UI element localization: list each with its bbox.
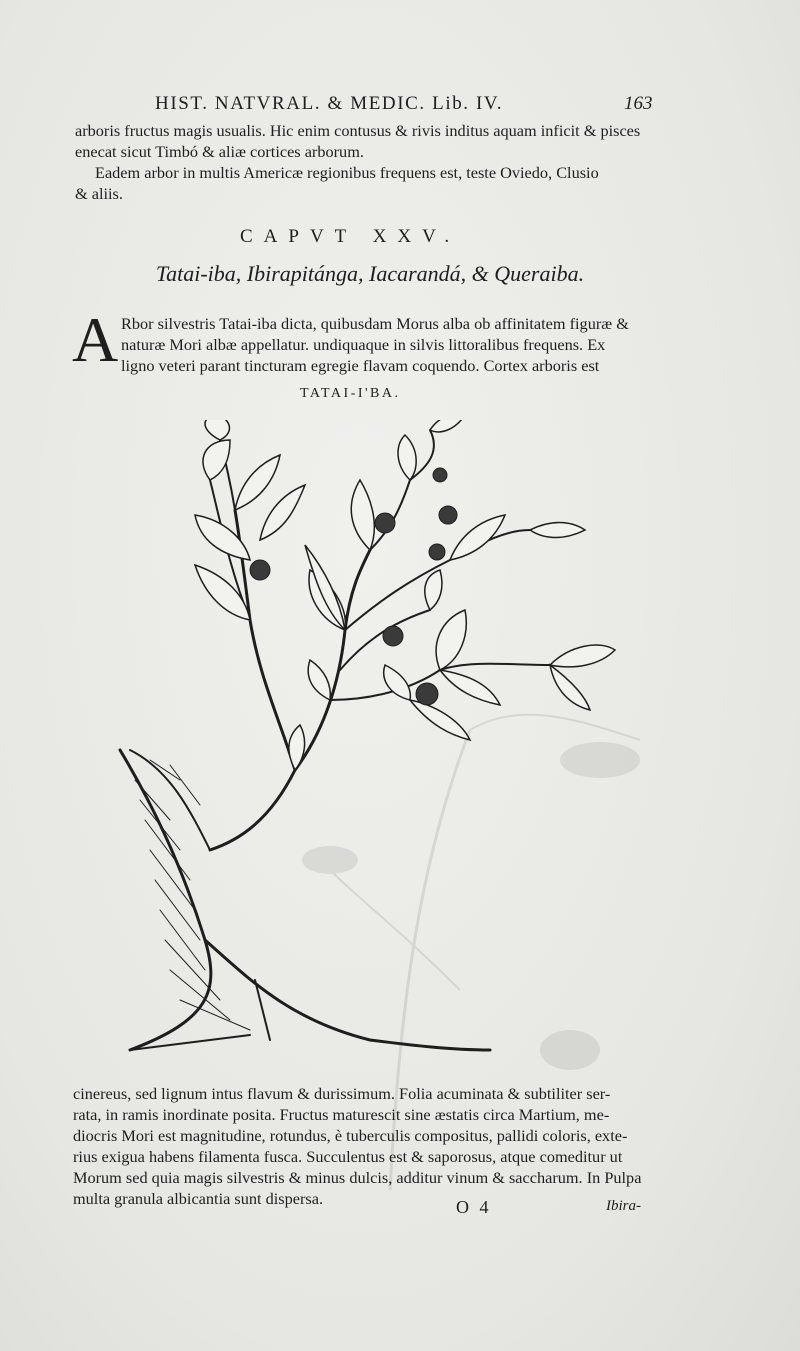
drop-cap: A [72,304,119,375]
chapter-heading: CAPVT XXV. [240,226,461,247]
text-line: Eadem arbor in multis Americæ regionibus frequens est, teste Oviedo, Clusio [95,163,599,182]
text-line: Morum sed quia magis silvestris & minus dulcis, additur vinum & saccharum. In Pulpa [73,1168,642,1187]
tree-illustration [110,420,670,1080]
text-line: cinereus, sed lignum intus flavum & durissimum. Folia acuminata & subtiliter ser- [73,1084,611,1103]
text-line: enecat sicut Timbó & aliæ cortices arborum. [75,142,364,161]
running-head: HIST. NATVRAL. & MEDIC. Lib. IV. [155,93,504,114]
page-number: 163 [624,93,653,114]
body-paragraph-bottom [73,1083,665,1209]
text-line: ligno veteri parant tincturam egregie flavam coquendo. Cortex arboris est [121,356,600,375]
text-line: & aliis. [75,184,123,203]
body-paragraph-top [75,313,665,376]
text-line: rius exigua habens filamenta fusca. Succulentus est & saporosus, atque comeditur ut [73,1147,623,1166]
text-line: Rbor silvestris Tatai-iba dicta, quibusdam Morus alba ob affinitatem figuræ & [121,314,629,333]
text-line: rata, in ramis inordinate posita. Fructus maturescit sine æstatis circa Martium, me- [73,1105,610,1124]
text-line: multa granula albicantia sunt dispersa. [73,1189,324,1208]
text-line: arboris fructus magis usualis. Hic enim contusus & rivis inditus aquam inficit & pisces [75,121,641,140]
chapter-title: Tatai-iba, Ibirapitánga, Iacarandá, & Queraiba. [155,261,585,286]
text-line: diocris Mori est magnitudine, rotundus, è tuberculis compositus, pallidi coloris, exte- [73,1126,628,1145]
figure-caption: TATAI-I'BA. [300,386,401,401]
text-line: naturæ Mori albæ appellatur. undiquaque in silvis littoralibus frequens. Ex [121,335,606,354]
second-paragraph [75,162,665,204]
catchword: Ibira- [606,1198,641,1214]
intro-paragraph [75,120,665,162]
signature-mark: O 4 [456,1197,492,1217]
